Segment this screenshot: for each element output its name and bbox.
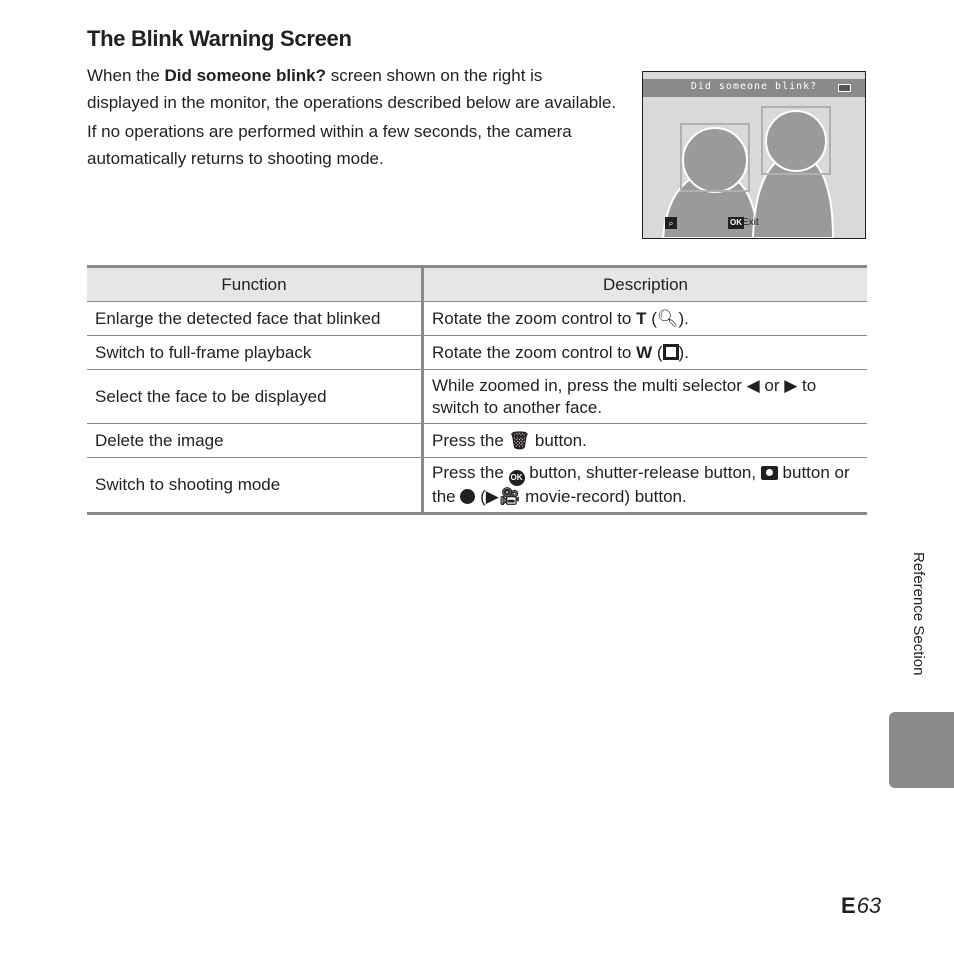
desc-text: Rotate the zoom control to [432,342,637,362]
battery-icon [838,84,851,92]
intro-paragraph-2: If no operations are performed within a few seconds, the camera automatically returns to shooting mode. [87,122,572,168]
description-cell [423,458,868,514]
desc-text: Rotate the zoom control to [432,308,637,328]
description-cell [423,302,868,336]
table-row [87,302,867,336]
section-tab [889,712,954,788]
function-cell: Enlarge the detected face that blinked [87,302,423,336]
screen-caption: Did someone blink? [690,81,818,92]
intro-paragraph-1 [87,62,617,116]
desc-text: movie-record) button. [520,487,687,506]
desc-text: (🔍︎). [646,308,689,328]
table-row [87,336,867,370]
page-title: The Blink Warning Screen [87,26,352,51]
desc-text: Press the [432,430,509,450]
intro-text [87,62,617,174]
page-number [841,893,881,919]
function-table [87,265,867,515]
tele-glyph: T [636,308,647,328]
function-cell: Switch to shooting mode [87,458,423,514]
header-function: Function [87,267,423,302]
intro-p1-prefix: When the [87,66,165,85]
description-cell: Rotate the zoom control to W ( ). [423,336,868,370]
page-number-value: 63 [856,893,882,918]
table-row [87,424,867,458]
wide-glyph: W [636,342,653,362]
desc-text: button or the [432,463,850,506]
function-cell: Delete the image [87,424,423,458]
zoom-icon: ⌕ [665,217,677,229]
desc-text: Press the [432,463,509,482]
ok-icon: OK [730,218,742,227]
function-cell: Select the face to be displayed [87,370,423,424]
trash-icon: 🗑︎ [508,430,531,450]
thumbnail-icon [663,344,679,360]
ok-button-icon: OK [509,470,525,486]
intro-p1-suffix: screen shown on the right is displayed in the monitor, the operations described below are available. [87,66,617,112]
intro-p1-bold: Did someone blink? [164,66,327,85]
exit-label: Exit [742,217,759,228]
description-cell [423,424,868,458]
desc-text: button, shutter-release button, [524,463,761,482]
reference-section-icon: E [841,893,856,918]
description-cell: While zoomed in, press the multi selector ◀ or ▶ to switch to another face. [423,370,868,424]
desc-text: ). [678,342,689,362]
record-icon [460,489,475,504]
table-row [87,458,867,514]
desc-text: button. [530,430,587,450]
header-description: Description [423,267,868,302]
desc-text: ( [475,487,486,506]
movie-icon: ▶︎🎥︎ [485,487,521,506]
camera-icon [761,466,778,480]
blink-warning-screen-illustration [642,71,866,239]
table-header-row [87,267,867,302]
section-side-label: Reference Section [910,552,927,676]
function-cell: Switch to full-frame playback [87,336,423,370]
table-row [87,370,867,424]
